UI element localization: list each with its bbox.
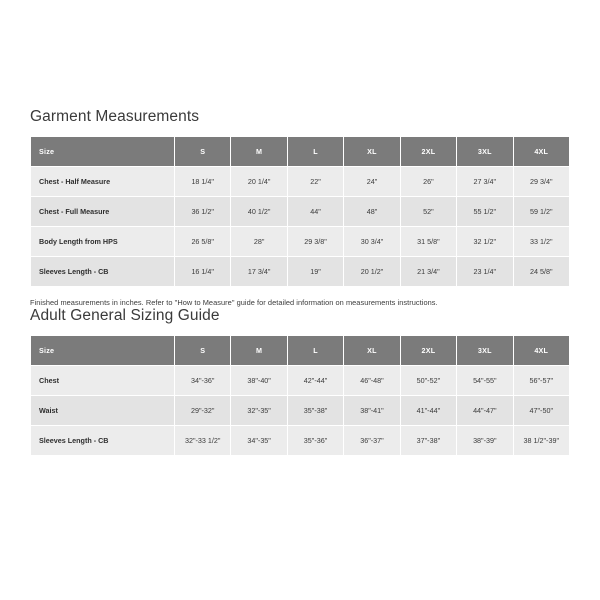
column-header-l: L xyxy=(287,336,343,366)
column-header-s: S xyxy=(175,336,231,366)
cell: 56"-57" xyxy=(513,366,569,396)
table-header-row xyxy=(31,336,570,366)
cell: 44" xyxy=(287,197,343,227)
row-label: Chest - Half Measure xyxy=(31,167,175,197)
row-label: Sleeves Length - CB xyxy=(31,257,175,287)
cell: 55 1/2" xyxy=(457,197,513,227)
cell: 30 3/4" xyxy=(344,227,400,257)
garment-measurements-table xyxy=(30,136,570,287)
cell: 31 5/8" xyxy=(400,227,456,257)
column-header-3xl: 3XL xyxy=(457,336,513,366)
cell: 29 3/8" xyxy=(287,227,343,257)
cell: 32"-35" xyxy=(231,396,287,426)
cell: 16 1/4" xyxy=(175,257,231,287)
cell: 44"-47" xyxy=(457,396,513,426)
cell: 23 1/4" xyxy=(457,257,513,287)
cell: 28" xyxy=(231,227,287,257)
column-header-m: M xyxy=(231,137,287,167)
cell: 24 5/8" xyxy=(513,257,569,287)
cell: 22" xyxy=(287,167,343,197)
cell: 38"-41" xyxy=(344,396,400,426)
row-label: Waist xyxy=(31,396,175,426)
sizing-table-body xyxy=(31,366,570,456)
cell: 20 1/4" xyxy=(231,167,287,197)
cell: 50"-52" xyxy=(400,366,456,396)
cell: 41"-44" xyxy=(400,396,456,426)
column-header-l: L xyxy=(287,137,343,167)
cell: 35"-36" xyxy=(287,426,343,456)
column-header-4xl: 4XL xyxy=(513,336,569,366)
cell: 40 1/2" xyxy=(231,197,287,227)
cell: 35"-38" xyxy=(287,396,343,426)
row-label: Chest xyxy=(31,366,175,396)
row-label: Sleeves Length - CB xyxy=(31,426,175,456)
cell: 34"-36" xyxy=(175,366,231,396)
cell: 38 1/2"-39" xyxy=(513,426,569,456)
column-header-2xl: 2XL xyxy=(400,336,456,366)
cell: 37"-38" xyxy=(400,426,456,456)
cell: 38"-40" xyxy=(231,366,287,396)
cell: 18 1/4" xyxy=(175,167,231,197)
cell: 42"-44" xyxy=(287,366,343,396)
cell: 21 3/4" xyxy=(400,257,456,287)
table-row xyxy=(31,366,570,396)
cell: 48" xyxy=(344,197,400,227)
column-header-size: Size xyxy=(31,137,175,167)
cell: 26" xyxy=(400,167,456,197)
table-row xyxy=(31,396,570,426)
measurement-note: Finished measurements in inches. Refer to "How to Measure" guide for detailed information on measurements instructions. xyxy=(30,298,438,307)
cell: 52" xyxy=(400,197,456,227)
table-row xyxy=(31,227,570,257)
row-label: Body Length from HPS xyxy=(31,227,175,257)
column-header-4xl: 4XL xyxy=(513,137,569,167)
garment-measurements-title: Garment Measurements xyxy=(30,108,200,125)
adult-sizing-guide-table xyxy=(30,335,570,456)
cell: 17 3/4" xyxy=(231,257,287,287)
cell: 33 1/2" xyxy=(513,227,569,257)
table-header-row xyxy=(31,137,570,167)
cell: 26 5/8" xyxy=(175,227,231,257)
cell: 24" xyxy=(344,167,400,197)
cell: 46"-48" xyxy=(344,366,400,396)
cell: 54"-55" xyxy=(457,366,513,396)
row-label: Chest - Full Measure xyxy=(31,197,175,227)
cell: 36"-37" xyxy=(344,426,400,456)
table-row xyxy=(31,426,570,456)
table-row xyxy=(31,197,570,227)
column-header-s: S xyxy=(175,137,231,167)
table-row xyxy=(31,257,570,287)
column-header-xl: XL xyxy=(344,137,400,167)
table-row xyxy=(31,167,570,197)
sizing-table-head xyxy=(31,336,570,366)
column-header-3xl: 3XL xyxy=(457,137,513,167)
garment-table-body xyxy=(31,167,570,287)
column-header-size: Size xyxy=(31,336,175,366)
cell: 27 3/4" xyxy=(457,167,513,197)
cell: 29"-32" xyxy=(175,396,231,426)
cell: 38"-39" xyxy=(457,426,513,456)
cell: 32"-33 1/2" xyxy=(175,426,231,456)
cell: 59 1/2" xyxy=(513,197,569,227)
column-header-xl: XL xyxy=(344,336,400,366)
cell: 19" xyxy=(287,257,343,287)
cell: 29 3/4" xyxy=(513,167,569,197)
column-header-2xl: 2XL xyxy=(400,137,456,167)
adult-sizing-guide-title: Adult General Sizing Guide xyxy=(30,307,220,324)
cell: 47"-50" xyxy=(513,396,569,426)
cell: 32 1/2" xyxy=(457,227,513,257)
column-header-m: M xyxy=(231,336,287,366)
cell: 34"-35" xyxy=(231,426,287,456)
garment-table-head xyxy=(31,137,570,167)
cell: 36 1/2" xyxy=(175,197,231,227)
cell: 20 1/2" xyxy=(344,257,400,287)
